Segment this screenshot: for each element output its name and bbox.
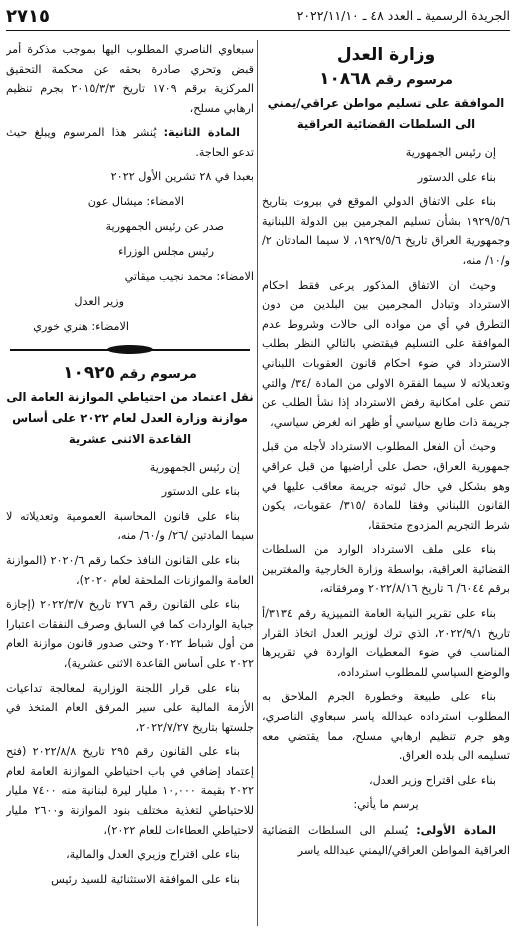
date-line: بعبدا في ٢٨ تشرين الأول ٢٠٢٢: [110, 169, 254, 183]
article-one-label: المادة الأولى:: [416, 824, 496, 837]
paragraph: إن رئيس الجمهورية: [405, 146, 496, 159]
decree2-number: ١٠٩٢٥: [63, 362, 116, 383]
ministry-heading: وزارة العدل: [336, 45, 436, 65]
article-two: [6, 123, 254, 162]
paragraph: بناء على القانون رقم ٢٩٥ تاريخ ٢٠٢٢/٨/٨ (فتح إعتماد إضافي في باب احتياطي الموازنة العامة لعام ٢٠٢٢ بقيمة ١٠,٠٠٠ مليار ليرة لبنانية منه ٧٤٠٠ مليار للاحتياطي لتغذية مختلف بنود الموازنة و٢٦٠٠ مليار لاحتياطي العطاءات للعام ٢٠٢٢)،: [6, 745, 254, 837]
paragraph: بناء على القانون النافذ حكما رقم ٢٠٢٠/٦ (الموازنة العامة والموازنات الملحقة لعام ٢٠٢٠)،: [6, 553, 254, 587]
paragraph: بناء على طبيعة وخطورة الجرم الملاحق به المطلوب استرداده عبدالله ياسر سبعاوي الناصري، وهو جرم تنظيم ارهابي مسلح، مما يقتضي معه تسليمه الى بلده العراق.: [262, 690, 510, 763]
publication-line: الجريدة الرسمية ـ العدد ٤٨ ـ ٢٠٢٢/١١/١٠: [296, 8, 510, 23]
decree2-number-heading: [6, 361, 254, 387]
paragraph: بناء على ملف الاسترداد الوارد من السلطات القضائية العراقية، بواسطة وزارة الخارجية والمغتربين برقم ٦٠٤٤/ ٦ تاريخ ٢٠٢٢/٨/١٦ ومرفقاته،: [262, 543, 510, 596]
signature-president: الامضاء: ميشال عون: [87, 194, 184, 208]
decree2-label: مرسوم رقم: [119, 366, 197, 382]
paragraph: بناء على تقرير النيابة العامة التمييزية رقم ٣١٣٤/أ تاريخ ٢٠٢٢/٩/١، الذي ترك لوزير العدل اتخاذ القرار المناسب في ضوء المعطيات الواردة في تقريرها والوضع السياسي للمطلوب استرداده،: [262, 607, 510, 679]
article-two-label: المادة الثانية:: [163, 126, 241, 140]
section-divider: [6, 343, 254, 357]
paragraph: إن رئيس الجمهورية: [149, 460, 240, 474]
decree-number: ١٠٨٦٨: [319, 69, 372, 89]
paragraph: وحيث ان الاتفاق المذكور يرعى فقط احكام الاسترداد وتبادل المجرمين بين البلدين من دون التطرق في أي من مواده الى حالات وشروط عدم الموافقة على التسليم فيقتضي بالتالي النظر بطلب الاسترداد في ضوء احكام قانون العقوبات اللبناني وتعديلاته لا سيما الفقرة الاولى من المادة /٣٤/ والتي تنص على امكانية رفض الاسترداد إذا نشأ الطلب عن جريمة ذات طابع سياسي أو ظهر انه لغرض سياسي،: [262, 278, 510, 429]
paragraph: بناء على الدستور: [161, 485, 240, 499]
paragraph: بناء على اقتراح وزير العدل،: [368, 773, 496, 787]
decree2-title: نقل اعتماد من احتياطي الموازنة العامة الى موازنة وزارة العدل لعام ٢٠٢٢ على أساس القاعدة الاثنى عشرية: [6, 389, 254, 446]
column-divider: [257, 40, 258, 926]
paragraph: بناء على الموافقة الاستثنائية للسيد رئيس: [51, 872, 240, 886]
article-one: [262, 821, 510, 860]
page-header: [6, 4, 510, 31]
paragraph: وحيث أن الفعل المطلوب الاسترداد لأجله من قبل جمهورية العراق، حصل على أراضيها من قبل عراقي وهو بشكل في حال ثبوته جريمة معاقب عليها في القانون اللبناني وفقا للمادة /٣١٥/ عقوبات، يكون شرط التجريم المزدوج متحققا،: [262, 440, 510, 532]
paragraph: بناء على الدستور: [417, 170, 496, 184]
decree-number-heading: [262, 67, 510, 93]
decrees-line: يرسم ما يأتي:: [353, 798, 419, 812]
continuation-paragraph: سبعاوي الناصري المطلوب اليها بموجب مذكرة أمر قبض وتحري صادرة بحقه عن محكمة التحقيق المركزية برقم ١٧٠٩ تاريخ ٢٠١٥/٣/٣ بجرم تنظيم ارهابي مسلح،: [6, 43, 254, 115]
paragraph: بناء على اقتراح وزيري العدل والمالية،: [66, 848, 240, 862]
left-column: [6, 40, 254, 930]
paragraph: بناء على قانون المحاسبة العمومية وتعديلاته لا سيما المادتين /٢٦/ و/٦٠/ منه،: [6, 509, 254, 543]
decree-label: مرسوم رقم: [375, 73, 453, 88]
issued-by-label: صدر عن رئيس الجمهورية: [105, 219, 224, 233]
paragraph: بناء على قرار اللجنة الوزارية لمعالجة تداعيات الأزمة المالية على سير المرفق العام المتخذ في جلستها بتاريخ ٢٠٢٢/٧/٢٧،: [6, 681, 254, 734]
decree-title: الموافقة على تسليم مواطن عراقي/يمني الى السلطات القضائية العراقية: [267, 96, 505, 131]
paragraph: بناء على القانون رقم ٢٧٦ تاريخ ٢٠٢٢/٣/٧ (إجازة جباية الواردات كما في السابق وصرف النفقات اعتبارا من أول شباط ٢٠٢٢ وحتى صدور قانون موازنة العام ٢٠٢٢ على أساس القاعدة الاثنى عشرية)،: [6, 598, 254, 670]
article-two-text: يُنشر هذا المرسوم ويبلغ حيث تدعو الحاجة.: [6, 126, 254, 159]
article-one-text: يُسلم الى السلطات القضائية العراقية المواطن العراقي/اليمني عبدالله ياسر: [262, 824, 510, 857]
signature-pm: الامضاء: محمد نجيب ميقاتي: [124, 269, 254, 283]
signature-justice: الامضاء: هنري خوري: [33, 319, 129, 333]
justice-minister-label: وزير العدل: [74, 294, 124, 308]
page-number: ٢٧١٥: [6, 6, 50, 27]
pm-label: رئيس مجلس الوزراء: [118, 244, 214, 258]
paragraph: بناء على الاتفاق الدولي الموقع في بيروت بتاريخ ١٩٢٩/٥/٦ بشأن تسليم المجرمين بين الدولة اللبنانية وجمهورية العراق تاريخ ١٩٢٩/٥/٦، لا سيما المادتان ٢/ و/١٠/ منه،: [262, 195, 510, 267]
right-column: [262, 40, 510, 930]
